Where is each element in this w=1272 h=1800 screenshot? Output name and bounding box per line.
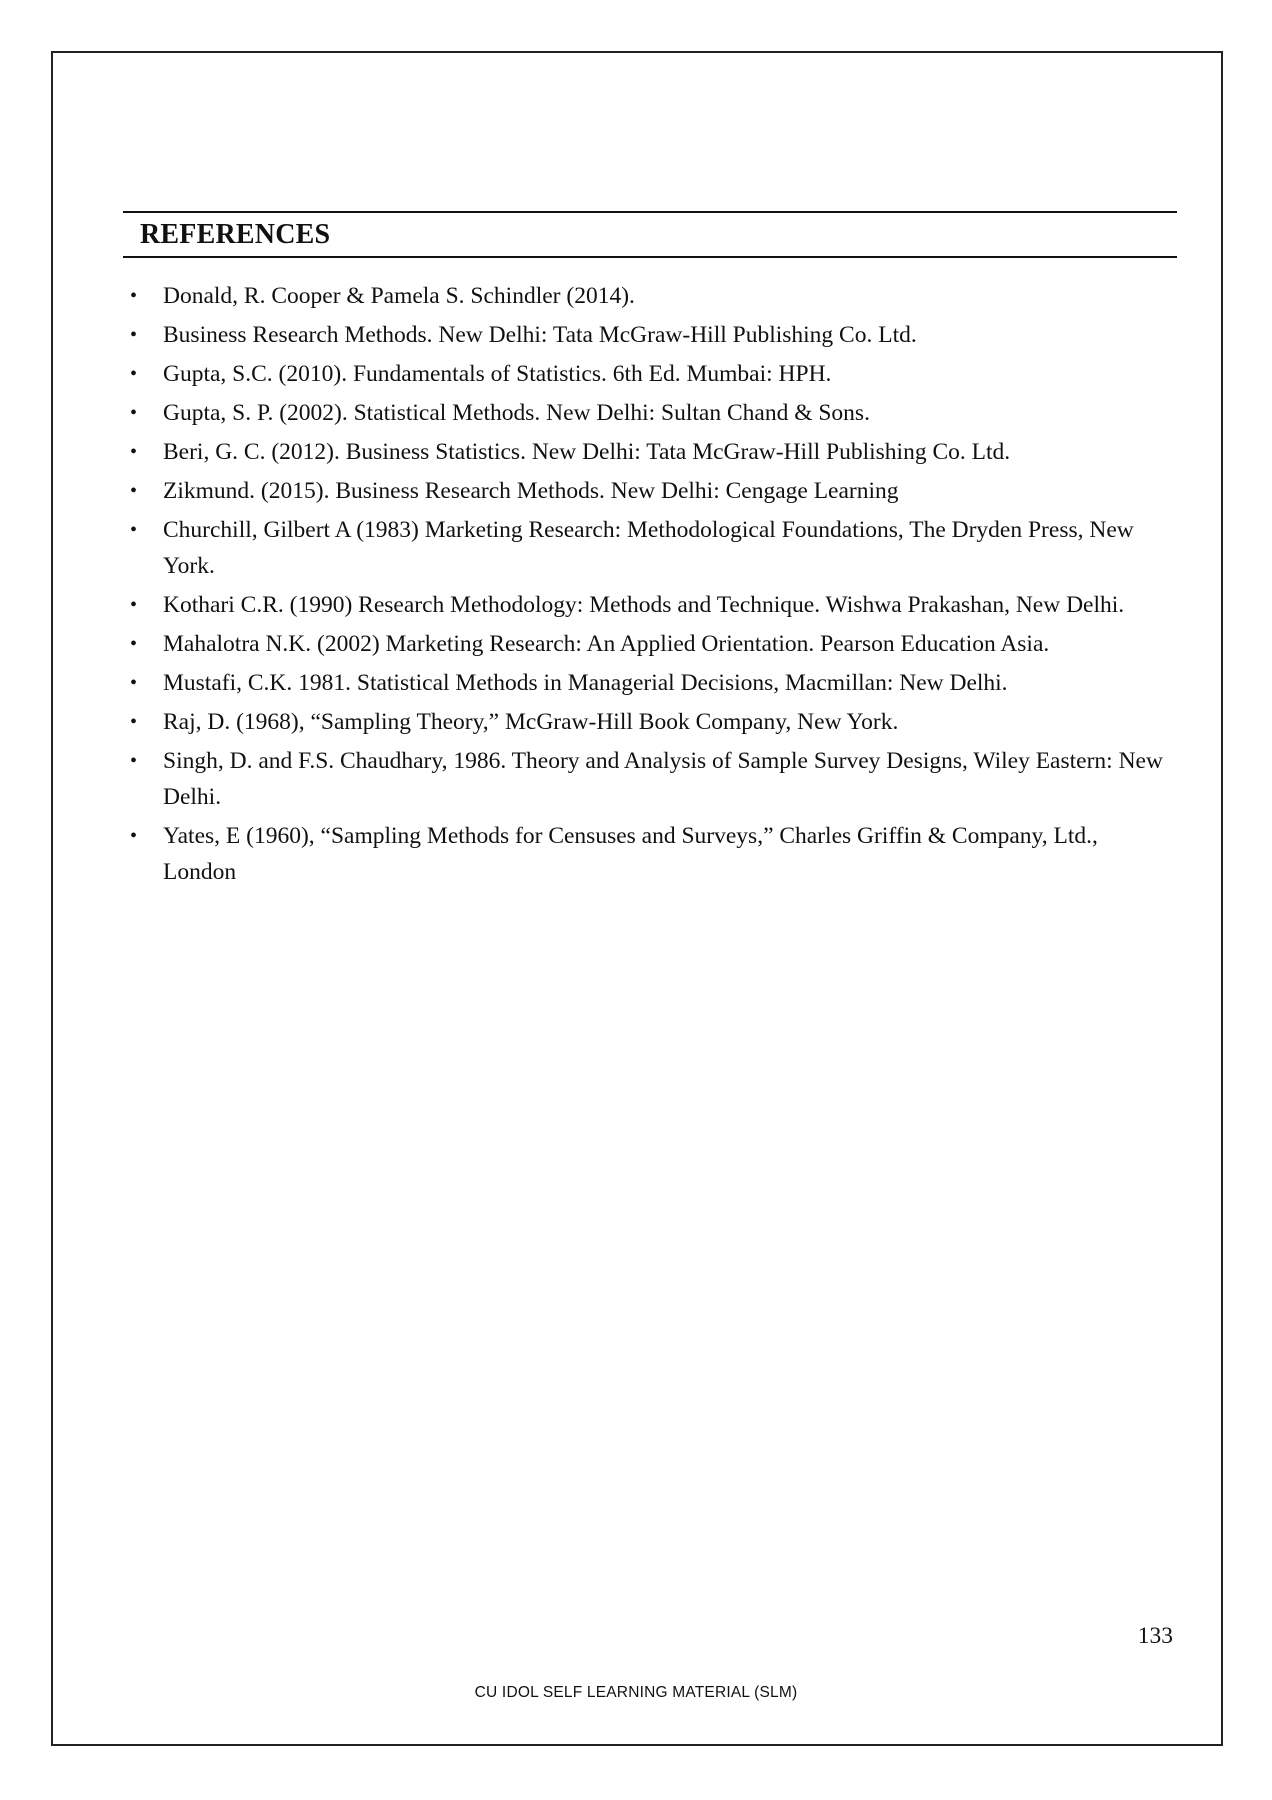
reference-text: Raj, D. (1968), “Sampling Theory,” McGraw-Hill Book Company, New York. [163, 709, 899, 735]
bullet-icon: • [130, 285, 138, 307]
reference-item [123, 818, 1177, 890]
page-number: 133 [1137, 1623, 1173, 1649]
reference-item [123, 665, 1177, 701]
reference-item [123, 626, 1177, 662]
reference-item [123, 743, 1177, 815]
reference-text: Yates, E (1960), “Sampling Methods for Censuses and Surveys,” Charles Griffin & Company, Ltd., London [163, 823, 1098, 885]
reference-item [123, 356, 1177, 392]
reference-text: Donald, R. Cooper & Pamela S. Schindler (2014). [163, 283, 635, 309]
bullet-icon: • [130, 324, 138, 346]
reference-text: Business Research Methods. New Delhi: Tata McGraw-Hill Publishing Co. Ltd. [163, 322, 917, 348]
reference-text: Beri, G. C. (2012). Business Statistics. New Delhi: Tata McGraw-Hill Publishing Co. Ltd. [163, 439, 1011, 465]
section-title: REFERENCES [140, 219, 331, 250]
reference-text: Gupta, S. P. (2002). Statistical Methods. New Delhi: Sultan Chand & Sons. [163, 400, 870, 426]
reference-list [123, 278, 1177, 893]
footer-text: CU IDOL SELF LEARNING MATERIAL (SLM) [474, 1684, 798, 1701]
reference-text: Mustafi, C.K. 1981. Statistical Methods in Managerial Decisions, Macmillan: New Delhi. [163, 670, 1008, 696]
bullet-icon: • [130, 363, 138, 385]
bullet-icon: • [130, 750, 138, 772]
reference-item [123, 512, 1177, 584]
reference-text: Gupta, S.C. (2010). Fundamentals of Statistics. 6th Ed. Mumbai: HPH. [163, 361, 832, 387]
bullet-icon: • [130, 480, 138, 502]
reference-item [123, 704, 1177, 740]
section-header [123, 211, 1177, 258]
reference-text: Singh, D. and F.S. Chaudhary, 1986. Theory and Analysis of Sample Survey Designs, Wiley Eastern: New Delhi. [163, 748, 1163, 810]
reference-text: Churchill, Gilbert A (1983) Marketing Research: Methodological Foundations, The Dryden Press, New York. [163, 517, 1134, 579]
bullet-icon: • [130, 672, 138, 694]
bullet-icon: • [130, 402, 138, 424]
reference-item [123, 278, 1177, 314]
bullet-icon: • [130, 594, 138, 616]
bullet-icon: • [130, 711, 138, 733]
reference-item [123, 434, 1177, 470]
reference-item [123, 587, 1177, 623]
reference-text: Mahalotra N.K. (2002) Marketing Research: An Applied Orientation. Pearson Education Asia. [163, 631, 1050, 657]
bullet-icon: • [130, 825, 138, 847]
reference-item [123, 473, 1177, 509]
reference-item [123, 317, 1177, 353]
reference-text: Kothari C.R. (1990) Research Methodology: Methods and Technique. Wishwa Prakashan, New Delhi. [163, 592, 1125, 618]
reference-text: Zikmund. (2015). Business Research Methods. New Delhi: Cengage Learning [163, 478, 899, 504]
reference-item [123, 395, 1177, 431]
bullet-icon: • [130, 441, 138, 463]
bullet-icon: • [130, 519, 138, 541]
bullet-icon: • [130, 633, 138, 655]
